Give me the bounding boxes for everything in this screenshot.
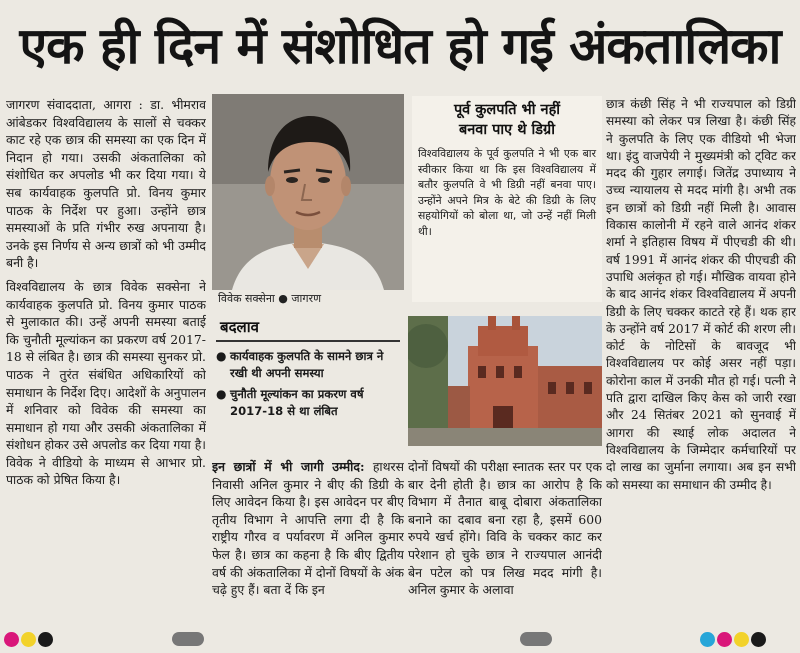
sidebar-heading — [418, 100, 596, 140]
bullet-dot-icon: ● — [216, 349, 227, 363]
registration-mark — [172, 632, 204, 646]
sidebar-heading-line2: बनवा पाए थे डिग्री — [458, 122, 555, 138]
sidebar-heading-line1: पूर्व कुलपति भी नहीं — [453, 102, 561, 118]
change-box — [212, 312, 404, 446]
photo-caption: विवेक सक्सेना ● जागरण — [218, 292, 322, 305]
change-bullet-text: चुनौती मूल्यांकन का प्रकरण वर्ष 2017-18 से था लंबित — [230, 387, 364, 418]
column3-paragraph: दोनों विषयों की परीक्षा स्नातक स्तर पर एक बार देनी होती है। छात्र का आरोप है कि विभाग में तैनात बाबू दोबारा अंकतालिका बनाने का दबाव बना रहा है, इसमें 600 रुपये खर्च होंगे। विवि के चक्कर काट कर परेशान हो चुके छात्र ने राज्यपाल आनंदी बेन पटेल को पत्र लिख मदद मांगी है। अनिल कुमार के अलावा — [408, 459, 602, 598]
bullet-dot-icon: ● — [216, 387, 227, 401]
article-column-3 — [408, 458, 602, 630]
cyan-dot — [700, 632, 715, 647]
column2-text: हाथरस निवासी अनिल कुमार ने बीए की डिग्री के लिए आवेदन किया है। इस आवेदन पर बीए तृतीय विभाग ने आपत्ति लगा दी है कि राष्ट्रीय गौरव व पर्यावरण में अनिल कुमार फेल है। छात्र का कहना है कि बीए द्वितीय वर्ष की अंकतालिका में दोनों विषयों के अंक चढ़े हुए हैं। बता दें कि इन — [212, 459, 404, 598]
change-bullet — [216, 386, 400, 420]
student-portrait-image — [212, 94, 404, 290]
column2-lead: इन छात्रों में भी जागी उम्मीद: — [212, 459, 365, 474]
article-column-2 — [212, 458, 404, 630]
change-box-title: बदलाव — [216, 314, 400, 342]
article-column-4 — [606, 96, 796, 630]
article-column-1 — [6, 96, 206, 626]
headline: एक ही दिन में संशोधित हो गई अंकतालिका — [19, 17, 781, 75]
sidebar-box — [412, 96, 602, 302]
print-registration-dots-left — [4, 632, 53, 648]
column1-paragraph-1: जागरण संवाददाता, आगरा : डा. भीमराव आंबेडकर विश्वविद्यालय के सालों से चक्कर काट रहे एक छात्र की समस्या का एक दिन में निदान हो गया। उसकी अंकतालिका को संशोधित कर अपलोड भी कर दिया गया। ये सब कार्यवाहक कुलपति प्रो. विनय कुमार पाठक के निर्देश पर हुआ। उन्होंने छात्र समस्याओं के प्रति गंभीर रुख अपनाया है। उनके इस निर्णय से अन्य छात्रों को भी उम्मीद बनी है। — [6, 97, 206, 271]
yellow-dot — [21, 632, 36, 647]
change-bullet-text: कार्यवाहक कुलपति के सामने छात्र ने रखी थी अपनी समस्या — [230, 349, 384, 380]
change-bullet — [216, 348, 400, 382]
black-dot — [38, 632, 53, 647]
university-building-photo — [408, 316, 602, 446]
black-dot — [751, 632, 766, 647]
column4-paragraph: छात्र कंछी सिंह ने भी राज्यपाल को डिग्री समस्या को लेकर पत्र लिखा है। कंछी सिंह ने कुलपति के लिए एक वीडियो भी भेजा था। इंदु वाजपेयी ने मुख्यमंत्री को ट्विट कर मदद की गुहार लगाई। जितेंद्र उपाध्याय ने उच्च न्यायालय से मदद मांगी है। अभी तक इन छात्रों को डिग्री नहीं मिली है। आवास विकास कालोनी में रहने वाले आनंद शंकर शर्मा ने इतिहास विषय में पीएचडी की थी। वर्ष 1991 में आनंद शंकर की पीएचडी की उपाधि अलंकृत हो गई। मौखिक वायवा होने के बाद आनंद शंकर विश्वविद्यालय में अपनी डिग्री के लिए चक्कर काटते रहे हैं। थक हार के उन्होंने वर्ष 2017 में कोर्ट की शरण ली। कोर्ट के नोटिसों के बावजूद भी विश्वविद्यालय पर कोई असर नहीं पड़ा। कोरोना काल में उनकी मौत हो गई। पत्नी ने पति द्वारा दाखिल किए केस को जारी रखा और 24 सितंबर 2021 को सुनवाई में आगरा की स्थाई लोक अदालत ने विश्वविद्यालय के जिम्मेदार कर्मचारियों पर दो लाख का जुर्माना लगाया। अब इन सभी को समस्या का समाधान की उम्मीद है। — [606, 97, 796, 492]
sidebar-body: विश्वविद्यालय के पूर्व कुलपति ने भी एक बार स्वीकार किया था कि इस विश्वविद्यालय में बतौर कुलपति वे भी डिग्री नहीं बनवा पाए। उन्होंने अपने मित्र के बेटे की डिग्री के लिए सहयोगियों को बोला था, जो उन्हें नहीं मिली थी। — [418, 147, 596, 238]
column2-paragraph — [212, 458, 404, 599]
column1-paragraph-2: विश्वविद्यालय के छात्र विवेक सक्सेना ने कार्यवाहक कुलपति प्रो. विनय कुमार पाठक से मुलाकात की। उन्हें अपनी समस्या बताई कि चुनौती मूल्यांकन का प्रकरण वर्ष 2017-18 से लंबित है। छात्र की समस्या सुनकर प्रो. पाठक ने तुरंत संबंधित अधिकारियों को समाधान के निर्देश दिए। आदेशों के अनुपालन में शनिवार को विवेक की समस्या का समाधान हो गया और उसकी अंकतालिका में संशोधन होकर उसे अपलोड कर दिया गया है। विवेक ने वीडियो के माध्यम से आभार प्रो. पाठक को प्रेषित किया है। — [6, 278, 206, 488]
print-registration-dots-right — [700, 632, 766, 648]
registration-mark — [520, 632, 552, 646]
magenta-dot — [717, 632, 732, 647]
building-image — [408, 316, 602, 446]
yellow-dot — [734, 632, 749, 647]
student-photo — [212, 94, 404, 290]
magenta-dot — [4, 632, 19, 647]
